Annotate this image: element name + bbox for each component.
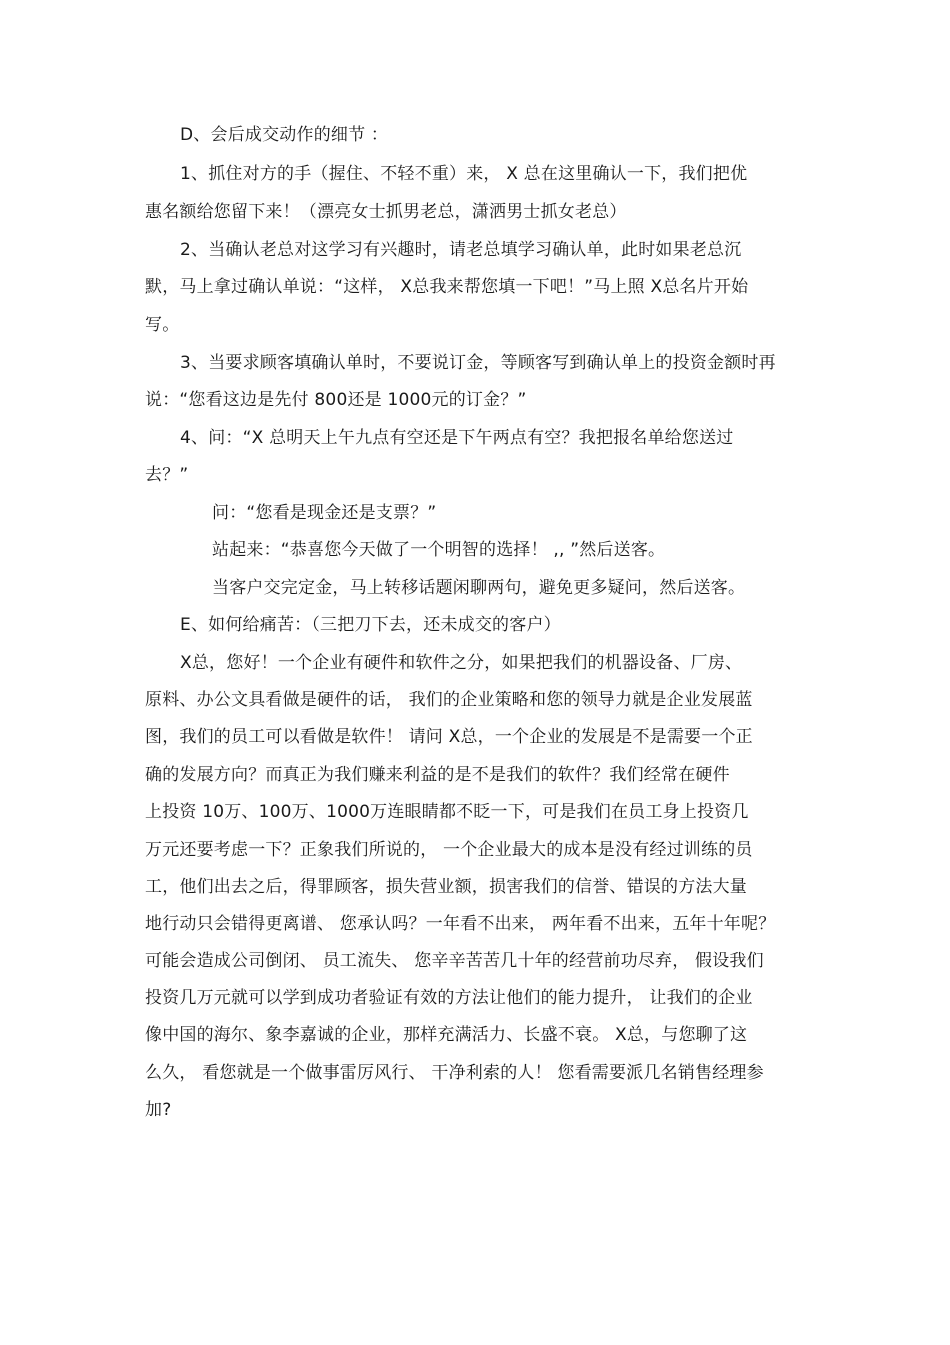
paragraph-line: 2、当确认老总对这学习有兴趣时，请老总填学习确认单，此时如果老总沉 [180, 240, 742, 260]
paragraph-line: 确的发展方向？而真正为我们赚来利益的是不是我们的软件？我们经常在硬件 [145, 765, 730, 785]
paragraph-line: 惠名额给您留下来！（漂亮女士抓男老总，潇洒男士抓女老总） [145, 202, 627, 222]
paragraph-line: 投资几万元就可以学到成功者验证有效的方法让他们的能力提升， 让我们的企业 [145, 988, 753, 1008]
paragraph-line: 去？” [145, 465, 189, 485]
paragraph-line: 么久， 看您就是一个做事雷厉风行、 干净利索的人！ 您看需要派几名销售经理参 [145, 1063, 764, 1083]
paragraph-line: 像中国的海尔、象李嘉诚的企业，那样充满活力、长盛不衰。 X总，与您聊了这 [145, 1025, 748, 1045]
paragraph-line: 1、抓住对方的手（握住、不轻不重）来， X 总在这里确认一下，我们把优 [180, 164, 748, 184]
paragraph-line: 工，他们出去之后，得罪顾客，损失营业额，损害我们的信誉、错误的方法大量 [145, 877, 747, 897]
paragraph-line: 默，马上拿过确认单说：“这样， X总我来帮您填一下吧！”马上照 X总名片开始 [145, 277, 749, 297]
paragraph-line: 可能会造成公司倒闭、 员工流失、 您辛辛苦苦几十年的经营前功尽弃， 假设我们 [145, 951, 764, 971]
paragraph-line: 加? [145, 1100, 172, 1120]
paragraph-line: 说：“您看这边是先付 800还是 1000元的订金？” [145, 390, 527, 410]
paragraph-line: 写。 [145, 315, 180, 335]
paragraph-line: 图，我们的员工可以看做是软件！ 请问 X总，一个企业的发展是不是需要一个正 [145, 727, 753, 747]
section-e-heading: E、如何给痛苦：（三把刀下去，还未成交的客户） [180, 615, 561, 635]
paragraph-line: 万元还要考虑一下？正象我们所说的， 一个企业最大的成本是没有经过训练的员 [145, 840, 753, 860]
paragraph-line: 4、问：“X 总明天上午九点有空还是下午两点有空？我把报名单给您送过 [180, 428, 734, 448]
paragraph-line: X总，您好！一个企业有硬件和软件之分，如果把我们的机器设备、厂房、 [180, 653, 743, 673]
paragraph-line: 地行动只会错得更离谱、 您承认吗？一年看不出来， 两年看不出来，五年十年呢？ [145, 914, 776, 934]
section-d-heading: D、会后成交动作的细节 ： [180, 125, 389, 145]
paragraph-line: 站起来：“恭喜您今天做了一个明智的选择！ ,, ”然后送客。 [212, 540, 666, 560]
paragraph-line: 原料、办公文具看做是硬件的话， 我们的企业策略和您的领导力就是企业发展蓝 [145, 690, 753, 710]
paragraph-line: 当客户交完定金，马上转移话题闲聊两句，避免更多疑问，然后送客。 [212, 578, 746, 598]
paragraph-line: 问：“您看是现金还是支票？” [212, 503, 437, 523]
paragraph-line: 上投资 10万、100万、1000万连眼睛都不眨一下，可是我们在员工身上投资几 [145, 802, 749, 822]
paragraph-line: 3、当要求顾客填确认单时，不要说订金，等顾客写到确认单上的投资金额时再 [180, 353, 776, 373]
